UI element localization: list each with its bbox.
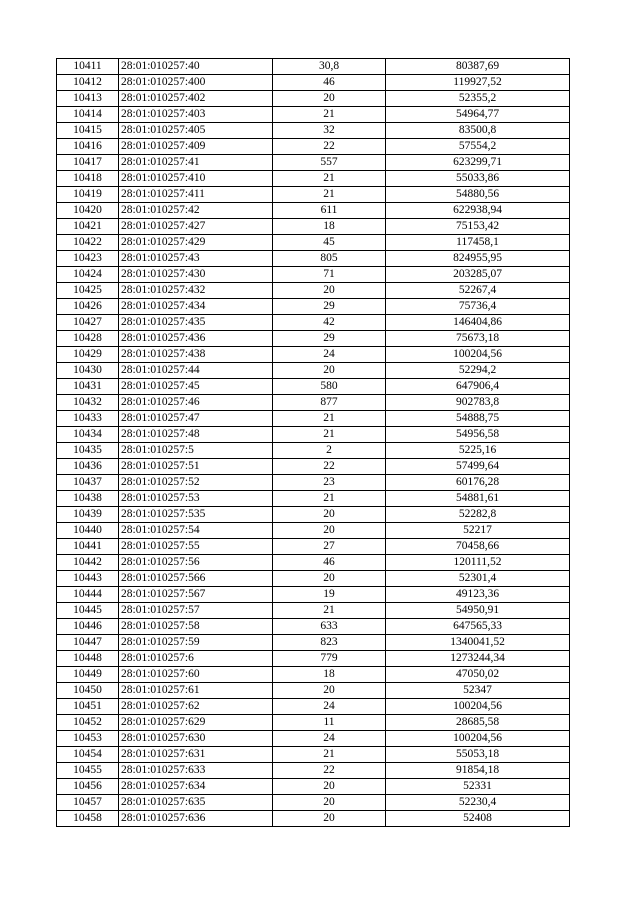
cadastral-number-cell: 28:01:010257:53 — [119, 491, 273, 507]
area-cell: 29 — [273, 299, 386, 315]
cadastral-value-table — [56, 58, 570, 827]
cadastral-value-cell: 203285,07 — [386, 267, 570, 283]
table-row — [57, 251, 570, 267]
area-cell: 24 — [273, 347, 386, 363]
cadastral-number-cell: 28:01:010257:535 — [119, 507, 273, 523]
table-row — [57, 107, 570, 123]
row-number-cell: 10438 — [57, 491, 119, 507]
table-row — [57, 555, 570, 571]
table-row — [57, 155, 570, 171]
table-row — [57, 299, 570, 315]
table-row — [57, 235, 570, 251]
cadastral-number-cell: 28:01:010257:46 — [119, 395, 273, 411]
cadastral-number-cell: 28:01:010257:436 — [119, 331, 273, 347]
cadastral-value-cell: 52331 — [386, 779, 570, 795]
cadastral-value-cell: 75153,42 — [386, 219, 570, 235]
table-row — [57, 731, 570, 747]
row-number-cell: 10444 — [57, 587, 119, 603]
area-cell: 20 — [273, 523, 386, 539]
area-cell: 20 — [273, 811, 386, 827]
cadastral-number-cell: 28:01:010257:44 — [119, 363, 273, 379]
row-number-cell: 10425 — [57, 283, 119, 299]
cadastral-value-cell: 80387,69 — [386, 59, 570, 75]
area-cell: 21 — [273, 107, 386, 123]
area-cell: 20 — [273, 571, 386, 587]
cadastral-value-cell: 100204,56 — [386, 731, 570, 747]
area-cell: 20 — [273, 683, 386, 699]
table-row — [57, 59, 570, 75]
cadastral-value-cell: 28685,58 — [386, 715, 570, 731]
cadastral-number-cell: 28:01:010257:409 — [119, 139, 273, 155]
row-number-cell: 10450 — [57, 683, 119, 699]
area-cell: 21 — [273, 427, 386, 443]
area-cell: 22 — [273, 139, 386, 155]
cadastral-number-cell: 28:01:010257:411 — [119, 187, 273, 203]
area-cell: 30,8 — [273, 59, 386, 75]
cadastral-value-cell: 54950,91 — [386, 603, 570, 619]
cadastral-value-cell: 55033,86 — [386, 171, 570, 187]
row-number-cell: 10420 — [57, 203, 119, 219]
area-cell: 27 — [273, 539, 386, 555]
cadastral-value-cell: 52347 — [386, 683, 570, 699]
cadastral-value-cell: 100204,56 — [386, 699, 570, 715]
cadastral-number-cell: 28:01:010257:52 — [119, 475, 273, 491]
area-cell: 24 — [273, 699, 386, 715]
row-number-cell: 10414 — [57, 107, 119, 123]
cadastral-value-cell: 902783,8 — [386, 395, 570, 411]
row-number-cell: 10458 — [57, 811, 119, 827]
cadastral-number-cell: 28:01:010257:636 — [119, 811, 273, 827]
cadastral-number-cell: 28:01:010257:58 — [119, 619, 273, 635]
row-number-cell: 10413 — [57, 91, 119, 107]
area-cell: 46 — [273, 555, 386, 571]
cadastral-value-cell: 91854,18 — [386, 763, 570, 779]
cadastral-number-cell: 28:01:010257:567 — [119, 587, 273, 603]
cadastral-number-cell: 28:01:010257:40 — [119, 59, 273, 75]
cadastral-number-cell: 28:01:010257:56 — [119, 555, 273, 571]
area-cell: 21 — [273, 747, 386, 763]
row-number-cell: 10421 — [57, 219, 119, 235]
row-number-cell: 10457 — [57, 795, 119, 811]
row-number-cell: 10449 — [57, 667, 119, 683]
cadastral-number-cell: 28:01:010257:62 — [119, 699, 273, 715]
table-row — [57, 635, 570, 651]
row-number-cell: 10439 — [57, 507, 119, 523]
cadastral-value-cell: 1273244,34 — [386, 651, 570, 667]
table-row — [57, 219, 570, 235]
row-number-cell: 10419 — [57, 187, 119, 203]
table-row — [57, 491, 570, 507]
area-cell: 633 — [273, 619, 386, 635]
cadastral-number-cell: 28:01:010257:45 — [119, 379, 273, 395]
table-row — [57, 75, 570, 91]
row-number-cell: 10447 — [57, 635, 119, 651]
cadastral-number-cell: 28:01:010257:410 — [119, 171, 273, 187]
table-row — [57, 427, 570, 443]
cadastral-value-cell: 52230,4 — [386, 795, 570, 811]
area-cell: 20 — [273, 283, 386, 299]
table-body — [57, 59, 570, 827]
cadastral-number-cell: 28:01:010257:5 — [119, 443, 273, 459]
table-row — [57, 795, 570, 811]
row-number-cell: 10436 — [57, 459, 119, 475]
table-row — [57, 283, 570, 299]
area-cell: 20 — [273, 91, 386, 107]
table-row — [57, 123, 570, 139]
cadastral-value-cell: 55053,18 — [386, 747, 570, 763]
cadastral-value-cell: 52267,4 — [386, 283, 570, 299]
cadastral-number-cell: 28:01:010257:435 — [119, 315, 273, 331]
cadastral-value-cell: 54964,77 — [386, 107, 570, 123]
cadastral-number-cell: 28:01:010257:631 — [119, 747, 273, 763]
cadastral-value-cell: 60176,28 — [386, 475, 570, 491]
area-cell: 580 — [273, 379, 386, 395]
cadastral-number-cell: 28:01:010257:405 — [119, 123, 273, 139]
row-number-cell: 10452 — [57, 715, 119, 731]
row-number-cell: 10422 — [57, 235, 119, 251]
table-row — [57, 651, 570, 667]
table-row — [57, 747, 570, 763]
area-cell: 21 — [273, 171, 386, 187]
row-number-cell: 10453 — [57, 731, 119, 747]
cadastral-number-cell: 28:01:010257:566 — [119, 571, 273, 587]
table-row — [57, 539, 570, 555]
cadastral-value-cell: 54881,61 — [386, 491, 570, 507]
row-number-cell: 10426 — [57, 299, 119, 315]
cadastral-number-cell: 28:01:010257:630 — [119, 731, 273, 747]
cadastral-value-cell: 52408 — [386, 811, 570, 827]
cadastral-number-cell: 28:01:010257:635 — [119, 795, 273, 811]
table-row — [57, 347, 570, 363]
cadastral-number-cell: 28:01:010257:429 — [119, 235, 273, 251]
row-number-cell: 10415 — [57, 123, 119, 139]
area-cell: 21 — [273, 603, 386, 619]
table-row — [57, 507, 570, 523]
cadastral-value-cell: 146404,86 — [386, 315, 570, 331]
row-number-cell: 10443 — [57, 571, 119, 587]
table-row — [57, 331, 570, 347]
table-row — [57, 91, 570, 107]
area-cell: 2 — [273, 443, 386, 459]
cadastral-number-cell: 28:01:010257:47 — [119, 411, 273, 427]
table-row — [57, 603, 570, 619]
row-number-cell: 10445 — [57, 603, 119, 619]
area-cell: 611 — [273, 203, 386, 219]
cadastral-number-cell: 28:01:010257:400 — [119, 75, 273, 91]
row-number-cell: 10418 — [57, 171, 119, 187]
cadastral-value-cell: 622938,94 — [386, 203, 570, 219]
area-cell: 22 — [273, 459, 386, 475]
cadastral-number-cell: 28:01:010257:6 — [119, 651, 273, 667]
cadastral-value-cell: 647565,33 — [386, 619, 570, 635]
row-number-cell: 10440 — [57, 523, 119, 539]
table-row — [57, 763, 570, 779]
table-row — [57, 395, 570, 411]
table-row — [57, 363, 570, 379]
area-cell: 18 — [273, 667, 386, 683]
area-cell: 557 — [273, 155, 386, 171]
table-row — [57, 683, 570, 699]
table-row — [57, 779, 570, 795]
area-cell: 45 — [273, 235, 386, 251]
cadastral-number-cell: 28:01:010257:43 — [119, 251, 273, 267]
cadastral-number-cell: 28:01:010257:42 — [119, 203, 273, 219]
area-cell: 71 — [273, 267, 386, 283]
cadastral-value-cell: 47050,02 — [386, 667, 570, 683]
row-number-cell: 10432 — [57, 395, 119, 411]
cadastral-value-cell: 52355,2 — [386, 91, 570, 107]
table-row — [57, 571, 570, 587]
cadastral-value-cell: 83500,8 — [386, 123, 570, 139]
area-cell: 23 — [273, 475, 386, 491]
row-number-cell: 10411 — [57, 59, 119, 75]
table-row — [57, 523, 570, 539]
cadastral-number-cell: 28:01:010257:61 — [119, 683, 273, 699]
cadastral-number-cell: 28:01:010257:430 — [119, 267, 273, 283]
table-row — [57, 267, 570, 283]
cadastral-value-cell: 57554,2 — [386, 139, 570, 155]
area-cell: 877 — [273, 395, 386, 411]
cadastral-number-cell: 28:01:010257:434 — [119, 299, 273, 315]
row-number-cell: 10423 — [57, 251, 119, 267]
cadastral-value-cell: 52282,8 — [386, 507, 570, 523]
row-number-cell: 10441 — [57, 539, 119, 555]
area-cell: 32 — [273, 123, 386, 139]
cadastral-number-cell: 28:01:010257:57 — [119, 603, 273, 619]
cadastral-number-cell: 28:01:010257:48 — [119, 427, 273, 443]
cadastral-value-cell: 57499,64 — [386, 459, 570, 475]
cadastral-value-cell: 100204,56 — [386, 347, 570, 363]
table-row — [57, 459, 570, 475]
area-cell: 805 — [273, 251, 386, 267]
row-number-cell: 10451 — [57, 699, 119, 715]
cadastral-value-cell: 52294,2 — [386, 363, 570, 379]
area-cell: 46 — [273, 75, 386, 91]
cadastral-number-cell: 28:01:010257:54 — [119, 523, 273, 539]
cadastral-number-cell: 28:01:010257:633 — [119, 763, 273, 779]
cadastral-value-cell: 75673,18 — [386, 331, 570, 347]
cadastral-value-cell: 54956,58 — [386, 427, 570, 443]
area-cell: 19 — [273, 587, 386, 603]
area-cell: 29 — [273, 331, 386, 347]
cadastral-number-cell: 28:01:010257:629 — [119, 715, 273, 731]
cadastral-number-cell: 28:01:010257:55 — [119, 539, 273, 555]
row-number-cell: 10431 — [57, 379, 119, 395]
cadastral-value-cell: 54880,56 — [386, 187, 570, 203]
area-cell: 18 — [273, 219, 386, 235]
row-number-cell: 10417 — [57, 155, 119, 171]
cadastral-value-cell: 824955,95 — [386, 251, 570, 267]
cadastral-number-cell: 28:01:010257:51 — [119, 459, 273, 475]
row-number-cell: 10446 — [57, 619, 119, 635]
row-number-cell: 10456 — [57, 779, 119, 795]
row-number-cell: 10454 — [57, 747, 119, 763]
table-row — [57, 411, 570, 427]
table-row — [57, 187, 570, 203]
row-number-cell: 10435 — [57, 443, 119, 459]
row-number-cell: 10455 — [57, 763, 119, 779]
area-cell: 779 — [273, 651, 386, 667]
table-row — [57, 667, 570, 683]
area-cell: 21 — [273, 491, 386, 507]
area-cell: 20 — [273, 507, 386, 523]
cadastral-value-cell: 54888,75 — [386, 411, 570, 427]
cadastral-number-cell: 28:01:010257:403 — [119, 107, 273, 123]
cadastral-value-cell: 52217 — [386, 523, 570, 539]
cadastral-value-cell: 623299,71 — [386, 155, 570, 171]
area-cell: 21 — [273, 411, 386, 427]
row-number-cell: 10442 — [57, 555, 119, 571]
row-number-cell: 10416 — [57, 139, 119, 155]
area-cell: 42 — [273, 315, 386, 331]
area-cell: 21 — [273, 187, 386, 203]
row-number-cell: 10430 — [57, 363, 119, 379]
cadastral-value-cell: 647906,4 — [386, 379, 570, 395]
cadastral-number-cell: 28:01:010257:438 — [119, 347, 273, 363]
row-number-cell: 10412 — [57, 75, 119, 91]
cadastral-number-cell: 28:01:010257:41 — [119, 155, 273, 171]
table-row — [57, 443, 570, 459]
area-cell: 20 — [273, 795, 386, 811]
table-row — [57, 139, 570, 155]
area-cell: 20 — [273, 779, 386, 795]
area-cell: 11 — [273, 715, 386, 731]
row-number-cell: 10434 — [57, 427, 119, 443]
table-row — [57, 379, 570, 395]
cadastral-number-cell: 28:01:010257:427 — [119, 219, 273, 235]
row-number-cell: 10433 — [57, 411, 119, 427]
table-row — [57, 699, 570, 715]
cadastral-value-cell: 117458,1 — [386, 235, 570, 251]
table-row — [57, 203, 570, 219]
cadastral-value-cell: 1340041,52 — [386, 635, 570, 651]
cadastral-value-cell: 70458,66 — [386, 539, 570, 555]
row-number-cell: 10448 — [57, 651, 119, 667]
table-row — [57, 475, 570, 491]
row-number-cell: 10437 — [57, 475, 119, 491]
area-cell: 20 — [273, 363, 386, 379]
cadastral-value-cell: 120111,52 — [386, 555, 570, 571]
table-row — [57, 171, 570, 187]
cadastral-number-cell: 28:01:010257:634 — [119, 779, 273, 795]
cadastral-number-cell: 28:01:010257:402 — [119, 91, 273, 107]
cadastral-value-cell: 119927,52 — [386, 75, 570, 91]
row-number-cell: 10428 — [57, 331, 119, 347]
area-cell: 24 — [273, 731, 386, 747]
cadastral-value-cell: 75736,4 — [386, 299, 570, 315]
cadastral-value-cell: 52301,4 — [386, 571, 570, 587]
cadastral-number-cell: 28:01:010257:59 — [119, 635, 273, 651]
cadastral-number-cell: 28:01:010257:432 — [119, 283, 273, 299]
area-cell: 22 — [273, 763, 386, 779]
cadastral-number-cell: 28:01:010257:60 — [119, 667, 273, 683]
table-row — [57, 715, 570, 731]
table-row — [57, 587, 570, 603]
table-row — [57, 315, 570, 331]
row-number-cell: 10424 — [57, 267, 119, 283]
cadastral-value-cell: 5225,16 — [386, 443, 570, 459]
area-cell: 823 — [273, 635, 386, 651]
table-row — [57, 811, 570, 827]
cadastral-value-cell: 49123,36 — [386, 587, 570, 603]
row-number-cell: 10427 — [57, 315, 119, 331]
table-row — [57, 619, 570, 635]
row-number-cell: 10429 — [57, 347, 119, 363]
